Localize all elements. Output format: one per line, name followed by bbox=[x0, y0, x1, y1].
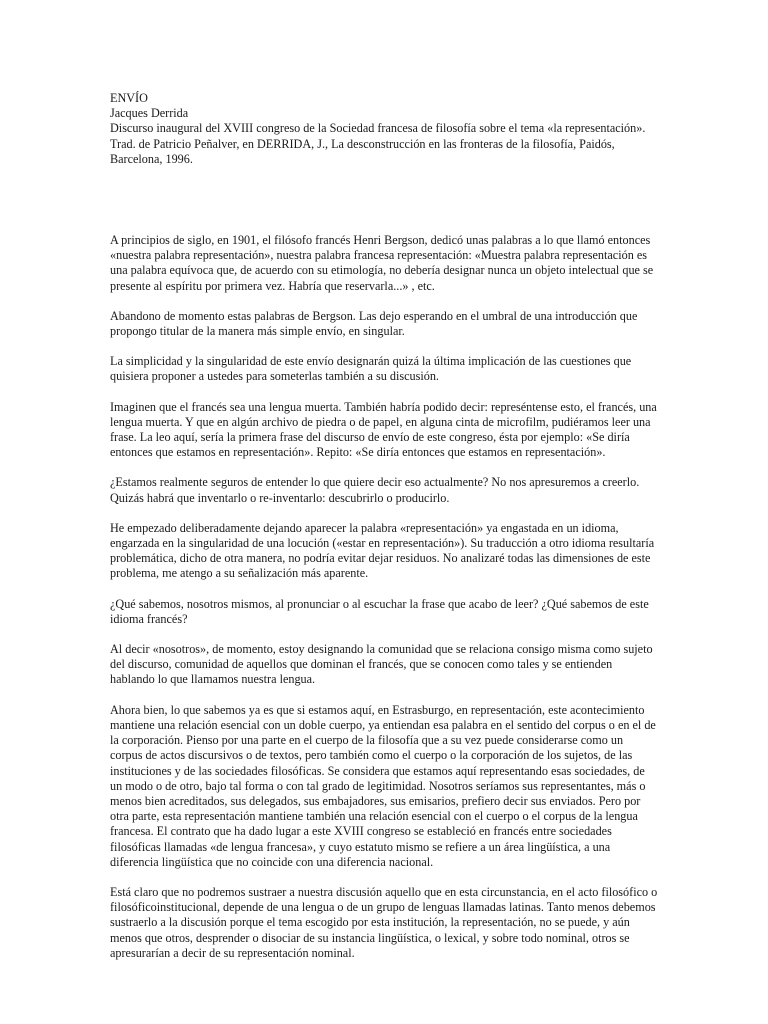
paragraph: Está claro que no podremos sustraer a nuestra discusión aquello que en esta circunstancia, en el acto filosófico o filosóficoinstitucional, depende de una lengua o de un grupo de lenguas llamadas latinas. Tanto menos debemos sustraerlo a la discusión porque el tema escogido por esta institución, la representación, no se puede, y aún menos que otros, desprender o disociar de su instancia lingüística, o lexical, y sobre todo nominal, otros se apresurarían a decir de su representación nominal. bbox=[110, 884, 658, 960]
paragraph: ¿Qué sabemos, nosotros mismos, al pronunciar o al escuchar la frase que acabo de leer? ¿Qué sabemos de este idioma francés? bbox=[110, 596, 649, 626]
paragraph: La simplicidad y la singularidad de este envío designarán quizá la última implicación de las cuestiones que quisiera proponer a ustedes para someterlas también a su discusión. bbox=[110, 354, 632, 384]
paragraph: A principios de siglo, en 1901, el filósofo francés Henri Bergson, dedicó unas palabras a lo que llamó entonces «nuestra palabra representación», nuestra palabra francesa representación: «Muestra palabra representación es una palabra equívoca que, de acuerdo con su etimología, no debería designar nunca un objeto intelectual que se presente al espíritu por primera vez. Habría que reservarla...» , etc. bbox=[110, 233, 654, 293]
paragraph: Imaginen que el francés sea una lengua muerta. También habría podido decir: represéntense esto, el francés, una lengua muerta. Y que en algún archivo de piedra o de papel, en alguna cinta de microfilm, pudiéramos leer una frase. La leo aquí, sería la primera frase del discurso de envío de este congreso, ésta por ejemplo: «Se diría entonces que estamos en representación». Repito: «Se diría entonces que estamos en representación». bbox=[110, 399, 657, 460]
paragraph: Abandono de momento estas palabras de Bergson. Las dejo esperando en el umbral de una introducción que propongo titular de la manera más simple envío, en singular. bbox=[110, 308, 638, 339]
paragraph: Al decir «nosotros», de momento, estoy designando la comunidad que se relaciona consigo misma como sujeto del discurso, comunidad de aquellos que dominan el francés, que se conocen como tales y se entienden hablando lo que llamamos nuestra lengua. bbox=[110, 642, 653, 687]
document-author: Jacques Derrida bbox=[110, 106, 189, 121]
paragraph: ¿Estamos realmente seguros de entender lo que quiere decir eso actualmente? No nos apresuremos a creerlo. Quizás habrá que inventarlo o re-inventarlo: descubrirlo o producirlo. bbox=[110, 475, 640, 505]
document-page bbox=[110, 91, 658, 976]
paragraph: He empezado deliberadamente dejando aparecer la palabra «representación» ya engastada en un idioma, engarzada en la singularidad de una locución («estar en representación»). Su traducción a otro idioma resultaría problemática, dicho de otra manera, no podría evitar dejar residuos. No analizaré todas las dimensiones de este problema, me atengo a su señalización más aparente. bbox=[110, 520, 655, 581]
document-body bbox=[110, 233, 658, 961]
document-title: ENVÍO bbox=[110, 91, 148, 105]
document-header bbox=[110, 91, 658, 167]
document-source: Discurso inaugural del XVIII congreso de la Sociedad francesa de filosofía sobre el tema «la representación». Trad. de Patricio Peñalver, en DERRIDA, J., La desconstrucción en las fronteras de la filosofía, Paidós, Barcelona, 1996. bbox=[110, 121, 646, 166]
paragraph: Ahora bien, lo que sabemos ya es que si estamos aquí, en Estrasburgo, en representación, este acontecimiento mantiene una relación esencial con un doble cuerpo, ya entiendan esa palabra en el sentido del corpus o en el de la corporación. Pienso por una parte en el cuerpo de la filosofía que a su vez puede considerarse como un corpus de actos discursivos o de textos, pero también como el cuerpo o la corporación de los sujetos, de las instituciones y de las sociedades filosóficas. Se considera que estamos aquí representando esas sociedades, de un modo o de otro, bajo tal forma o con tal grado de legitimidad. Nosotros seríamos sus representantes, más o menos bien acreditados, sus delegados, sus embajadores, sus emisarios, prefiero decir sus enviados. Pero por otra parte, esta representación mantiene también una relación esencial con el cuerpo o el corpus de la lengua francesa. El contrato que ha dado lugar a este XVIII congreso se estableció en francés entre sociedades filosóficas llamadas «de lengua francesa», y cuyo estatuto mismo se refiere a un área lingüística, a una diferencia lingüística que no coincide con una diferencia nacional. bbox=[110, 702, 656, 869]
